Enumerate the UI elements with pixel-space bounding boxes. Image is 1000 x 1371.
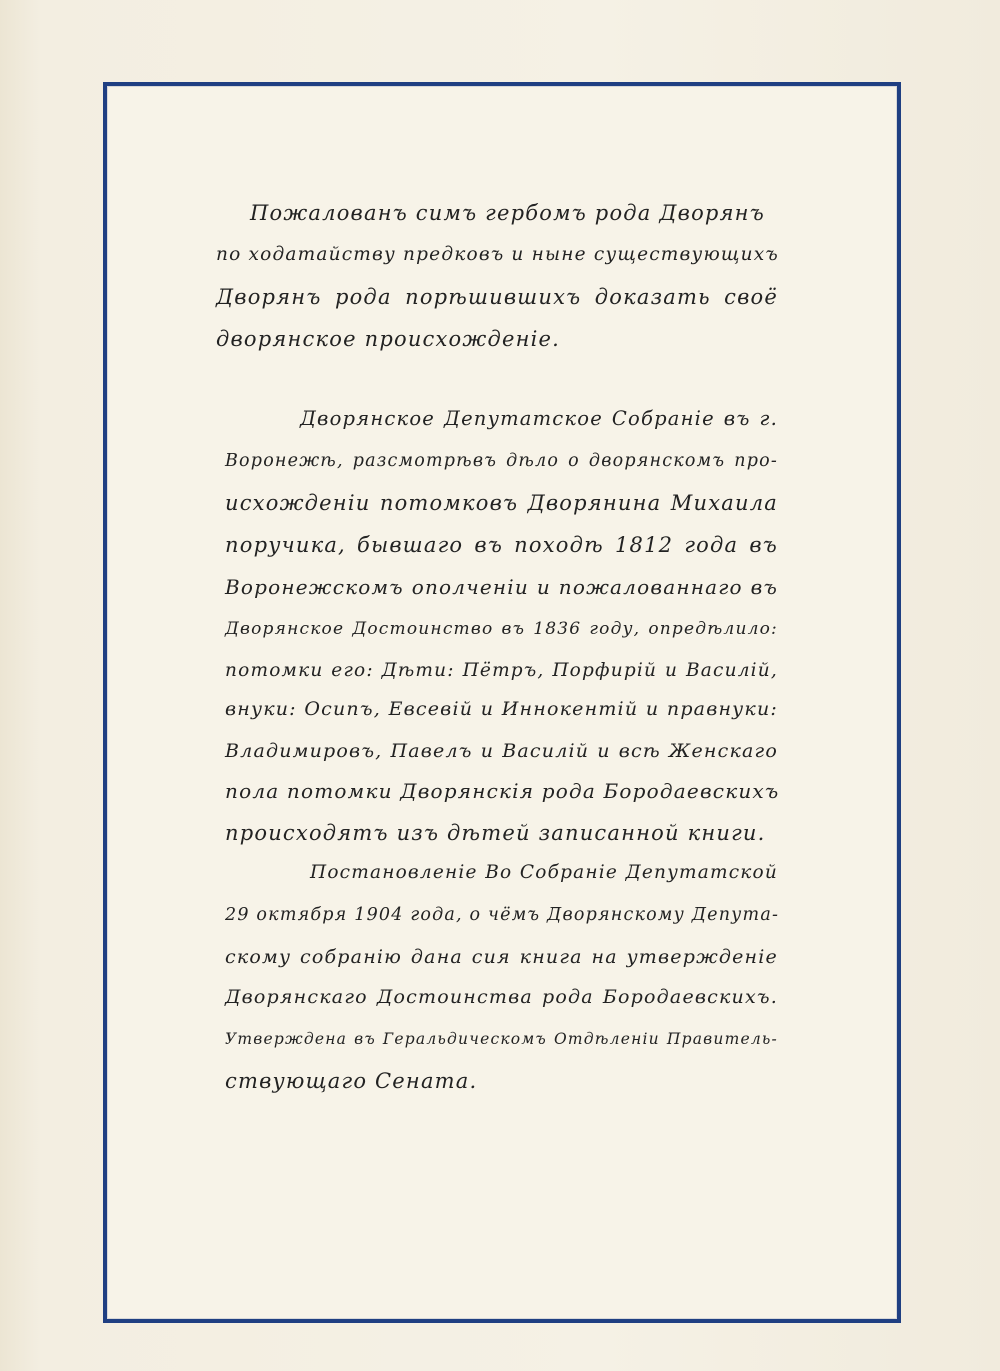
paragraph3-line: Дворянскаго Достоинства рода Бородаевскихъ.: [225, 986, 778, 1008]
paragraph2-line: Дворянское Депутатское Собраніе въ г.: [300, 407, 778, 430]
paragraph1-line: по ходатайству предковъ и ныне существующихъ: [216, 244, 779, 265]
paragraph2-line: Воронежѣ, разсмотрѣвъ дѣло о дворянскомъ про-: [225, 451, 778, 471]
paragraph3-line: 29 октября 1904 года, о чёмъ Дворянскому Депута-: [225, 905, 780, 925]
paragraph2-line: потомки его: Дѣти: Пётръ, Порфирій и Василій,: [225, 660, 778, 681]
paragraph2-line: происходятъ изъ дѣтей записанной книги.: [225, 821, 766, 845]
paragraph1-line: дворянское происхожденіе.: [216, 327, 561, 351]
paragraph3-line: Утверждена въ Геральдическомъ Отдѣленіи Правитель-: [225, 1030, 778, 1048]
paragraph3-line: скому собранію дана сия книга на утвержденіе: [225, 946, 778, 968]
paragraph2-line: Владимировъ, Павелъ и Василій и всѣ Женскаго: [225, 740, 778, 762]
paragraph2-line: Дворянское Достоинство въ 1836 году, опредѣлило:: [225, 619, 778, 639]
paragraph2-line: Воронежскомъ ополченіи и пожалованнаго въ: [225, 575, 778, 599]
paragraph2-line: пола потомки Дворянскія рода Бородаевскихъ: [225, 779, 780, 803]
paragraph2-line: исхожденіи потомковъ Дворянина Михаила: [225, 491, 778, 515]
paragraph1-line: Дворянъ рода порѣшившихъ доказать своё: [216, 285, 778, 309]
paragraph2-line: внуки: Осипъ, Евсевій и Иннокентій и правнуки:: [225, 698, 778, 720]
paragraph2-line: поручика, бывшаго въ походѣ 1812 года въ: [225, 533, 778, 557]
paragraph1-line: Пожалованъ симъ гербомъ рода Дворянъ: [250, 201, 765, 225]
paragraph3-line: ствующаго Сената.: [225, 1069, 478, 1093]
paragraph3-line: Постановленіе Во Собраніе Депутатской: [310, 862, 778, 883]
